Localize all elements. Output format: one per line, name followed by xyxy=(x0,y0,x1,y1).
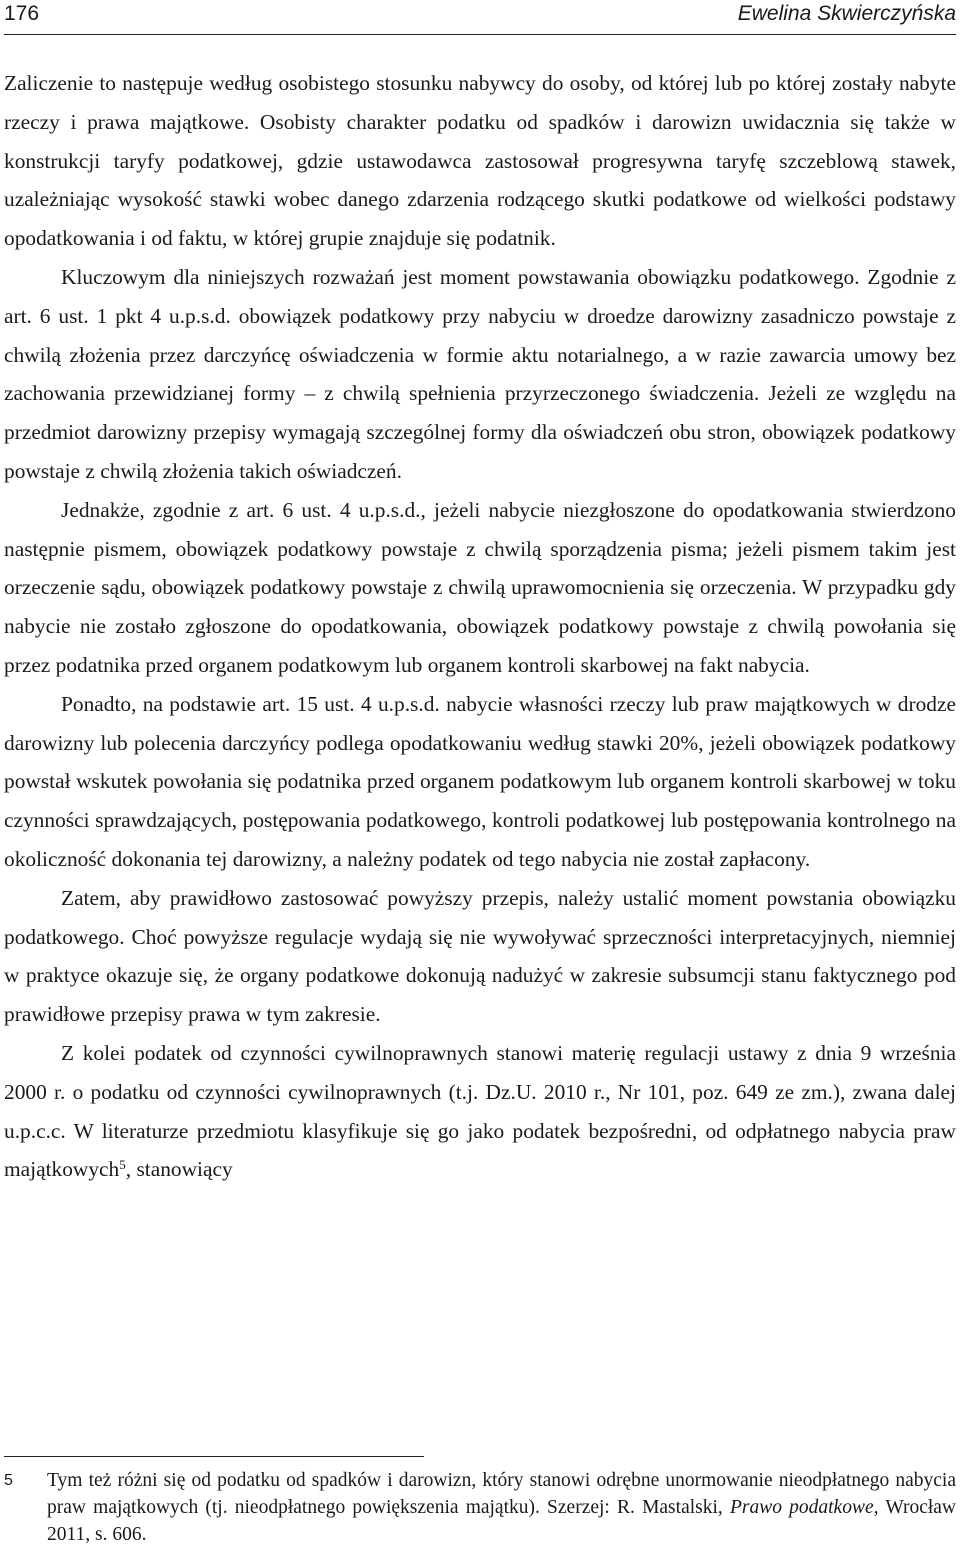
author-name: Ewelina Skwierczyńska xyxy=(737,2,956,25)
paragraph-3: Jednakże, zgodnie z art. 6 ust. 4 u.p.s.d., jeżeli nabycie niezgłoszone do opodatkowania stwierdzono następnie pismem, obowiązek podatkowy powstaje z chwilą sporządzenia pisma; jeżeli pismem takim jest orzeczenie sądu, obowiązek podatkowy powstaje z chwilą uprawomocnienia się orzeczenia. W przypadku gdy nabycie nie zostało zgłoszone do opodatkowania, obowiązek podatkowy powstaje z chwilą powołania się przez podatnika przed organem podatkowym lub organem kontroli skarbowej na fakt nabycia. xyxy=(4,497,956,677)
main-text xyxy=(4,64,956,1189)
footnote-body: Tym też różni się od podatku od spadków i darowizn, który stanowi odrębne unormowanie nieodpłatnego nabycia praw majątkowych (tj. nieodpłatnego powiększenia majątku). Szerzej: R. Mastalski, xyxy=(47,1470,956,1518)
page-number: 176 xyxy=(4,2,40,25)
footnote-citation-tail: Wrocław 2011, s. 606. xyxy=(47,1497,956,1545)
footnote-cited-title: Prawo podatkowe, xyxy=(729,1497,879,1518)
footnote-divider xyxy=(4,1456,424,1457)
paragraph-4: Ponadto, na podstawie art. 15 ust. 4 u.p.s.d. nabycie własności rzeczy lub praw majątkowych w drodze darowizny lub polecenia darczyńcy podlega opodatkowaniu według stawki 20%, jeżeli obowiązek podatkowy powstał wskutek powołania się podatnika przed organem podatkowym lub organem kontroli skarbowej w toku czynności sprawdzających, postępowania podatkowego, kontroli podatkowej lub postępowania kontrolnego na okoliczność dokonania tej darowizny, a należny podatek od tego nabycia nie został zapłacony. xyxy=(4,691,956,871)
paragraph-2: Kluczowym dla niniejszych rozważań jest moment powstawania obowiązku podatkowego. Zgodnie z art. 6 ust. 1 pkt 4 u.p.s.d. obowiązek podatkowy przy nabyciu w droedze darowizny zasadniczo powstaje z chwilą złożenia przez darczyńcę oświadczenia w formie aktu notarialnego, a w razie zawarcia umowy bez zachowania przewidzianej formy – z chwilą spełnienia przyrzeczonego świadczenia. Jeżeli ze względu na przedmiot darowizny przepisy wymagają szczególnej formy dla oświadczeń obu stron, obowiązek podatkowy powstaje z chwilą złożenia takich oświadczeń. xyxy=(4,264,956,483)
paragraph-6-tail: , stanowiący xyxy=(125,1157,233,1182)
running-header xyxy=(4,0,956,35)
paragraph-5: Zatem, aby prawidłowo zastosować powyższy przepis, należy ustalić moment powstania obowiązku podatkowego. Choć powyższe regulacje wydają się nie wywoływać sprzeczności interpretacyjnych, niemniej w praktyce okazuje się, że organy podatkowe dokonują nadużyć w zakresie subsumcji stanu faktycznego pod prawidłowe przepisy prawa w tym zakresie. xyxy=(4,885,956,1027)
paragraph-1: Zaliczenie to następuje według osobistego stosunku nabywcy do osoby, od której lub po której zostały nabyte rzeczy i prawa majątkowe. Osobisty charakter podatku od spadków i darowizn uwidacznia się także w konstrukcji taryfy podatkowej, gdzie ustawodawca zastosował progresywna taryfę szczeblową stawek, uzależniając wysokość stawki wobec danego zdarzenia rodzącego skutki podatkowe od wielkości podstawy opodatkowania i od faktu, w której grupie znajduje się podatnik. xyxy=(4,71,956,251)
footnote-number: 5 xyxy=(4,1472,13,1489)
footnote xyxy=(4,1467,956,1548)
footnote-reference[interactable]: 5 xyxy=(119,1157,126,1173)
paragraph-6 xyxy=(4,1034,956,1189)
footnote-text xyxy=(47,1467,956,1548)
paragraph-6-text: Z kolei podatek od czynności cywilnoprawnych stanowi materię regulacji ustawy z dnia 9 września 2000 r. o podatku od czynności cywilnoprawnych (t.j. Dz.U. 2010 r., Nr 101, poz. 649 ze zm.), zwana dalej u.p.c.c. W literaturze przedmiotu klasyfikuje się go jako podatek bezpośredni, od odpłatnego nabycia praw majątkowych xyxy=(4,1040,956,1182)
